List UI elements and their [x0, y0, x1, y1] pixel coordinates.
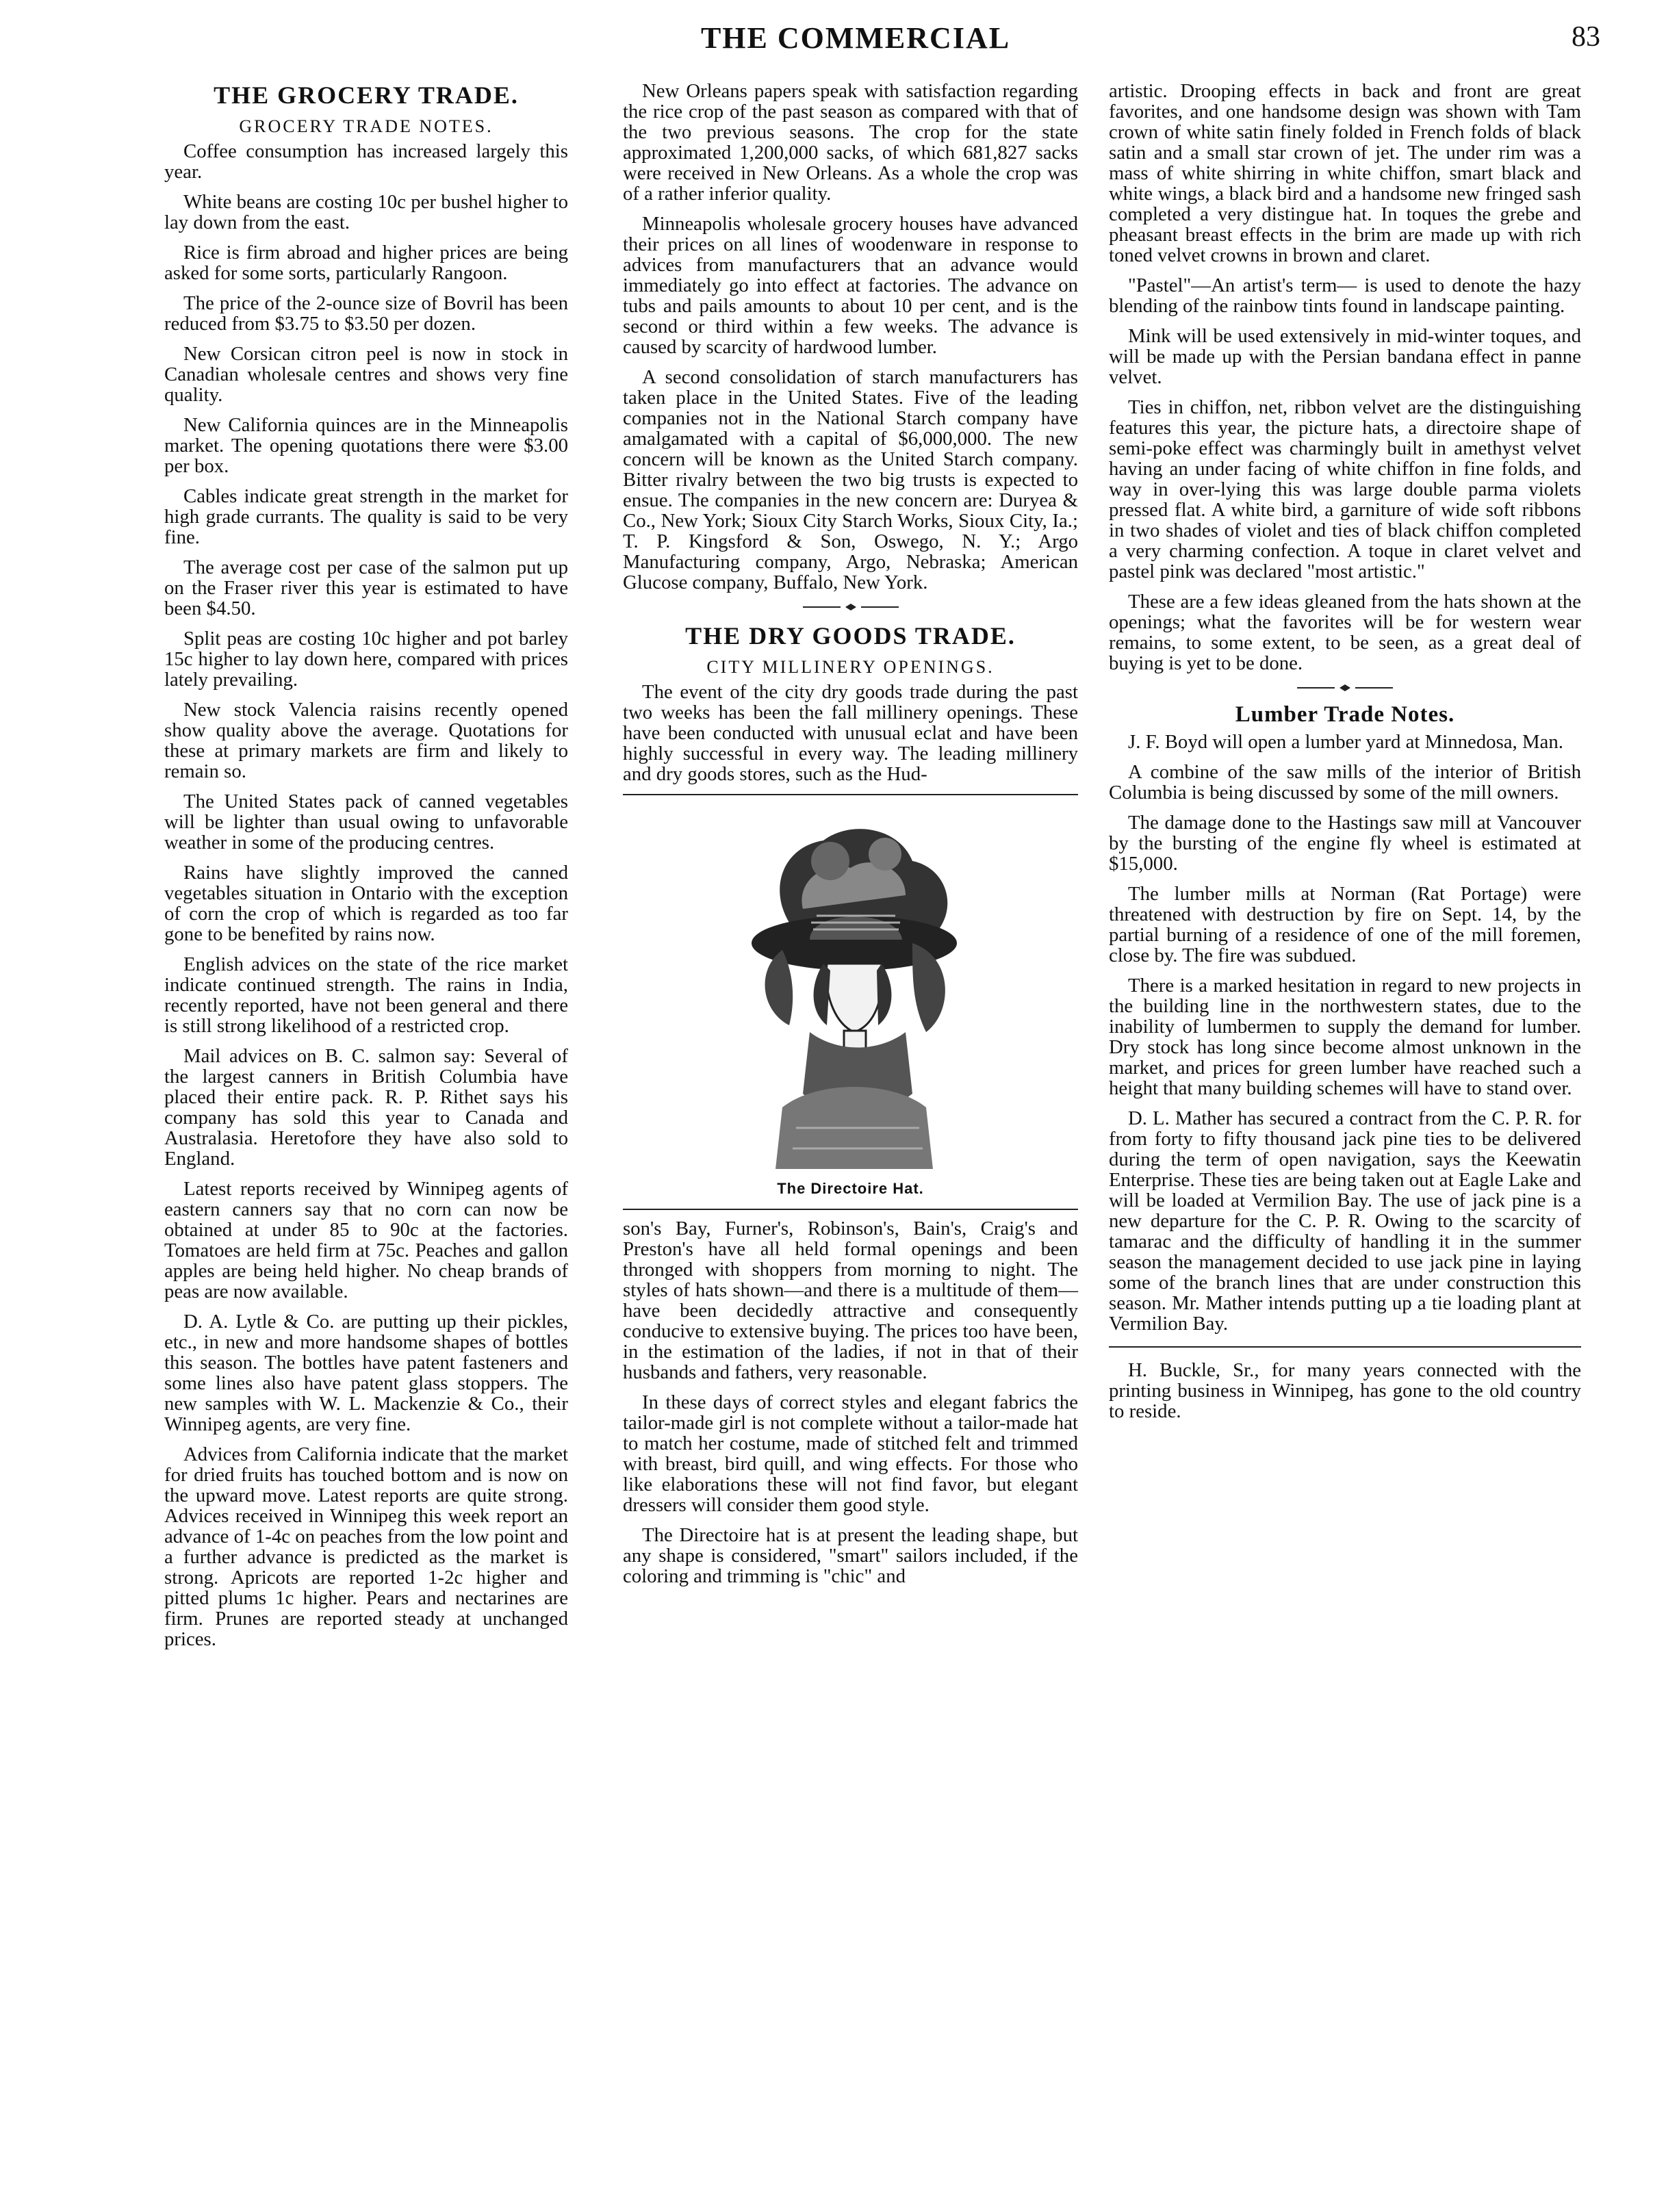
article-paragraph: Ties in chiffon, net, ribbon velvet are the distinguishing features this year, the picture hats, a directoire shape of semi-poke effect was charmingly built in amethyst velvet having an under facing of white chiffon in fine folds, and way in over-lying this was large double parma violets pressed flat. A white bird, a garniture of wide soft ribbons in two shades of violet and ties of black chiffon completed a very charming confection. A toque in claret velvet and pastel pink was declared "most artistic." [1109, 396, 1581, 582]
ornament-divider [803, 602, 899, 612]
article-paragraph: Cables indicate great strength in the market for high grade currants. The quality is said to be very fine. [164, 485, 568, 548]
lumber-section-title: Lumber Trade Notes. [1235, 702, 1455, 727]
article-paragraph: Latest reports received by Winnipeg agents of eastern canners say that no corn can now be obtained at under 85 to 90c at the factories. Tomatoes are held firm at 75c. Peaches and gallon apples are being held higher. No cheap brands of peas are now available. [164, 1178, 568, 1302]
newspaper-title: THE COMMERCIAL [700, 21, 1011, 55]
page-number: 83 [1572, 21, 1600, 53]
grocery-section-title: THE GROCERY TRADE. [214, 81, 519, 109]
article-paragraph: New California quinces are in the Minneapolis market. The opening quotations there were $3.00 per box. [164, 414, 568, 477]
article-paragraph: New Orleans papers speak with satisfaction regarding the rice crop of the past season as compared with that of the two previous seasons. The crop for the state approximated 1,200,000 sacks, of which 681,827 sacks were received in New Orleans. As a whole the crop was of a rather inferior quality. [623, 80, 1078, 205]
article-paragraph: Mail advices on B. C. salmon say: Several of the largest canners in British Columbia have placed their entire pack. R. P. Rithet says his company has sold this year to Canada and Australasia. Heretofore they have also sold to England. [164, 1045, 568, 1170]
article-paragraph: Rains have slightly improved the canned vegetables situation in Ontario with the exception of corn the crop of which is regarded as too far gone to be benefited by rains now. [164, 862, 568, 945]
article-paragraph: The price of the 2-ounce size of Bovril has been reduced from $3.75 to $3.50 per dozen. [164, 292, 568, 335]
article-paragraph: Minneapolis wholesale grocery houses have advanced their prices on all lines of woodenware in response to advices from manufacturers that an advance would immediately go into effect at factories. The advance on tubs and pails amounts to about 10 per cent, and is the second or third within a few weeks. The advance is caused by scarcity of hardwood lumber. [623, 213, 1078, 358]
article-paragraph: Rice is firm abroad and higher prices are being asked for some sorts, particularly Rangoon. [164, 242, 568, 284]
article-paragraph: New stock Valencia raisins recently opened show quality above the average. Quotations for these at primary markets are firm and likely to remain so. [164, 699, 568, 782]
section-divider [1109, 1346, 1581, 1348]
directoire-hat-illustration [707, 806, 995, 1176]
column-2 [623, 81, 1078, 1596]
figure-caption: The Directoire Hat. [777, 1180, 924, 1197]
grocery-subtitle: GROCERY TRADE NOTES. [239, 116, 494, 136]
article-paragraph: There is a marked hesitation in regard to new projects in the building line in the northwestern states, due to the inability of lumbermen to supply the demand for lumber. Dry stock has long since become almost unknown in the market, and prices for green lumber have reached such a height that many building schemes will have to stand over. [1109, 975, 1581, 1099]
article-paragraph: H. Buckle, Sr., for many years connected with the printing business in Winnipeg, has gone to the old country to reside. [1109, 1359, 1581, 1422]
article-paragraph: The damage done to the Hastings saw mill at Vancouver by the bursting of the engine fly wheel is estimated at $15,000. [1109, 812, 1581, 875]
article-paragraph: Advices from California indicate that the market for dried fruits has touched bottom and is now on the upward move. Latest reports are quite strong. Advices received in Winnipeg this week report an advance of 1-4c on peaches from the low point and a further advance is predicted as the market is strong. Apricots are reported 1-2c higher and pitted plums 1c higher. Pears and nectarines are firm. Prunes are reported steady at unchanged prices. [164, 1443, 568, 1650]
dry-goods-section-title: THE DRY GOODS TRADE. [685, 622, 1016, 650]
ornament-divider [1297, 683, 1393, 693]
article-paragraph: Coffee consumption has increased largely this year. [164, 140, 568, 183]
article-paragraph: The lumber mills at Norman (Rat Portage) were threatened with destruction by fire on Sept. 14, by the partial burning of a residence of one of the mill foremen, close by. The fire was subdued. [1109, 883, 1581, 966]
article-paragraph: "Pastel"—An artist's term— is used to denote the hazy blending of the rainbow tints found in landscape painting. [1109, 274, 1581, 317]
article-paragraph: In these days of correct styles and elegant fabrics the tailor-made girl is not complete without a tailor-made hat to match her costume, made of stitched felt and trimmed with breast, bird quill, and wing effects. For those who like elaborations these will not find favor, but elegant dressers will consider them good style. [623, 1391, 1078, 1516]
article-paragraph: D. A. Lytle & Co. are putting up their pickles, etc., in new and more handsome shapes of bottles this season. The bottles have patent fasteners and some lines also have patent glass stoppers. The new samples with W. L. Mackenzie & Co., their Winnipeg agents, are very fine. [164, 1311, 568, 1435]
article-paragraph: Mink will be used extensively in mid-winter toques, and will be made up with the Persian bandana effect in panne velvet. [1109, 325, 1581, 388]
article-paragraph: White beans are costing 10c per bushel higher to lay down from the east. [164, 191, 568, 233]
article-paragraph: New Corsican citron peel is now in stock in Canadian wholesale centres and shows very fine quality. [164, 343, 568, 406]
article-paragraph: son's Bay, Furner's, Robinson's, Bain's, Craig's and Preston's have all held formal openings and been thronged with shoppers from morning to night. The styles of hats shown—and there is a multitude of them—have been decidedly attractive and consequently conducive to extensive buying. The prices too have been, in the estimation of the ladies, if not in that of their husbands and fathers, very reasonable. [623, 1218, 1078, 1383]
article-paragraph: A combine of the saw mills of the interior of British Columbia is being discussed by some of the mill owners. [1109, 761, 1581, 803]
illustration-frame [623, 794, 1078, 1210]
article-paragraph: J. F. Boyd will open a lumber yard at Minnedosa, Man. [1128, 731, 1563, 753]
dry-goods-subtitle: CITY MILLINERY OPENINGS. [706, 657, 995, 677]
article-paragraph: artistic. Drooping effects in back and front are great favorites, and one handsome design was shown with Tam crown of white satin finely folded in French folds of black satin and a small star crown of jet. The under rim was a mass of white shirring in white chiffon, smart black and white wings, a black bird and a handsome new fringed sash completed a very distingue hat. In toques the grebe and pheasant breast effects in the brim are made up with rich toned velvet crowns in brown and claret. [1109, 80, 1581, 266]
column-1 [164, 81, 568, 1659]
article-paragraph: These are a few ideas gleaned from the hats shown at the openings; what the favorites will be for western wear remains, to some extent, to be seen, as a great deal of buying is yet to be done. [1109, 591, 1581, 674]
article-paragraph: D. L. Mather has secured a contract from the C. P. R. for from forty to fifty thousand jack pine ties to be delivered during the term of open navigation, says the Keewatin Enterprise. These ties are being taken out at Eagle Lake and will be loaded at Vermilion Bay. The use of jack pine is a new departure for the C. P. R. Owing to the scarcity of tamarac and the difficulty of handling it in the summer season the management decided to use jack pine in laying some of the branch lines that are under construction this season. Mr. Mather intends putting up a tie loading plant at Vermilion Bay. [1109, 1107, 1581, 1335]
article-paragraph: English advices on the state of the rice market indicate continued strength. The rains in India, recently reported, have not been general and there is still strong likelihood of a restricted crop. [164, 953, 568, 1037]
article-paragraph: The United States pack of canned vegetables will be lighter than usual owing to unfavorable weather in some of the producing centres. [164, 790, 568, 853]
article-paragraph: Split peas are costing 10c higher and pot barley 15c higher to lay down here, compared with prices lately prevailing. [164, 628, 568, 691]
article-paragraph: The Directoire hat is at present the leading shape, but any shape is considered, "smart" sailors included, if the coloring and trimming is "chic" and [623, 1524, 1078, 1587]
article-paragraph: The average cost per case of the salmon put up on the Fraser river this year is estimated to have been $4.50. [164, 556, 568, 619]
column-3 [1109, 81, 1581, 1431]
article-paragraph: The event of the city dry goods trade during the past two weeks has been the fall millinery openings. These have been conducted with unusual eclat and have been highly successful in every way. The leading millinery and dry goods stores, such as the Hud- [623, 681, 1078, 785]
article-paragraph: A second consolidation of starch manufacturers has taken place in the United States. Five of the leading companies not in the National Starch company have amalgamated with a capital of $6,000,000. The new concern will be known as the United Starch company. Bitter rivalry between the two big trusts is expected to ensue. The companies in the new concern are: Duryea & Co., New York; Sioux City Starch Works, Sioux City, Ia.; T. P. Kingsford & Son, Oswego, N. Y.; Argo Manufacturing company, Argo, Nebraska; American Glucose company, Buffalo, New York. [623, 366, 1078, 593]
